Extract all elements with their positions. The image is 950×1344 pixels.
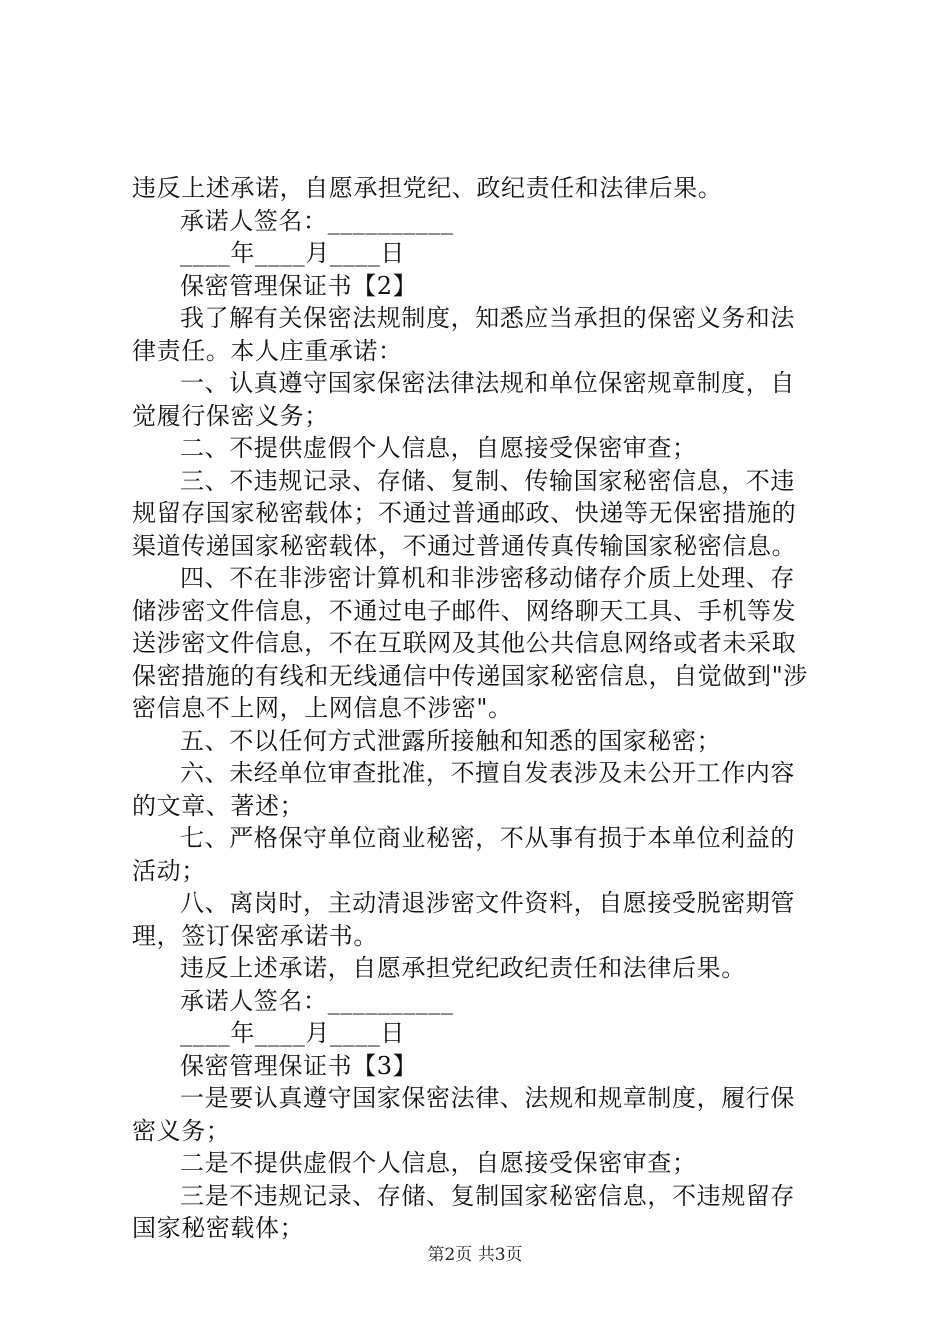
text-line: 渠道传递国家秘密载体，不通过普通传真传输国家秘密信息。 [132, 531, 797, 560]
text-line: 我了解有关保密法规制度，知悉应当承担的保密义务和法 [180, 304, 795, 332]
text-line: 密信息不上网，上网信息不涉密"。 [132, 694, 513, 722]
text-line: 七、严格保守单位商业秘密，不从事有损于本单位利益的 [180, 824, 795, 852]
text-line: ____年____月____日 [180, 1019, 405, 1047]
text-line: 送涉密文件信息，不在互联网及其他公共信息网络或者未采取 [132, 629, 797, 657]
text-line: 八、离岗时，主动清退涉密文件资料，自愿接受脱密期管 [180, 889, 795, 917]
text-line: 活动； [132, 856, 206, 885]
text-line: 四、不在非涉密计算机和非涉密移动储存介质上处理、存 [180, 564, 795, 592]
text-line: 违反上述承诺，自愿承担党纪政纪责任和法律后果。 [180, 954, 746, 982]
text-line: 六、未经单位审查批准，不擅自发表涉及未公开工作内容 [180, 759, 795, 787]
text-line: 觉履行保密义务； [132, 401, 329, 430]
page-footer: 第2页 共3页 [427, 1245, 523, 1265]
text-line: 承诺人签名：__________ [180, 206, 454, 235]
text-line: 律责任。本人庄重承诺： [132, 336, 403, 365]
text-line: 违反上述承诺，自愿承担党纪、政纪责任和法律后果。 [132, 174, 723, 202]
text-line: 规留存国家秘密载体；不通过普通邮政、快递等无保密措施的 [132, 499, 797, 527]
document-body [132, 172, 832, 1245]
text-line: 承诺人签名：__________ [180, 986, 454, 1015]
text-line: ____年____月____日 [180, 239, 405, 267]
text-line: 三、不违规记录、存储、复制、传输国家秘密信息，不违 [180, 466, 795, 495]
text-line: 二、不提供虚假个人信息，自愿接受保密审查； [180, 434, 697, 462]
text-line: 密义务； [132, 1116, 231, 1145]
text-line: 理，签订保密承诺书。 [132, 921, 378, 950]
text-line: 二是不提供虚假个人信息，自愿接受保密审查； [180, 1149, 697, 1177]
text-line: 保密管理保证书【3】 [180, 1051, 418, 1080]
text-line: 保密管理保证书【2】 [180, 271, 418, 300]
text-line: 储涉密文件信息，不通过电子邮件、网络聊天工具、手机等发 [132, 596, 797, 625]
text-line: 一是要认真遵守国家保密法律、法规和规章制度，履行保 [180, 1084, 795, 1112]
text-line: 五、不以任何方式泄露所接触和知悉的国家秘密； [180, 726, 722, 755]
text-line: 的文章、著述； [132, 791, 305, 820]
text-line: 国家秘密载体； [132, 1214, 305, 1242]
text-line: 三是不违规记录、存储、复制国家秘密信息，不违规留存 [180, 1181, 795, 1210]
text-line: 一、认真遵守国家保密法律法规和单位保密规章制度，自 [180, 369, 795, 397]
text-line: 保密措施的有线和无线通信中传递国家秘密信息，自觉做到"涉 [132, 661, 808, 690]
